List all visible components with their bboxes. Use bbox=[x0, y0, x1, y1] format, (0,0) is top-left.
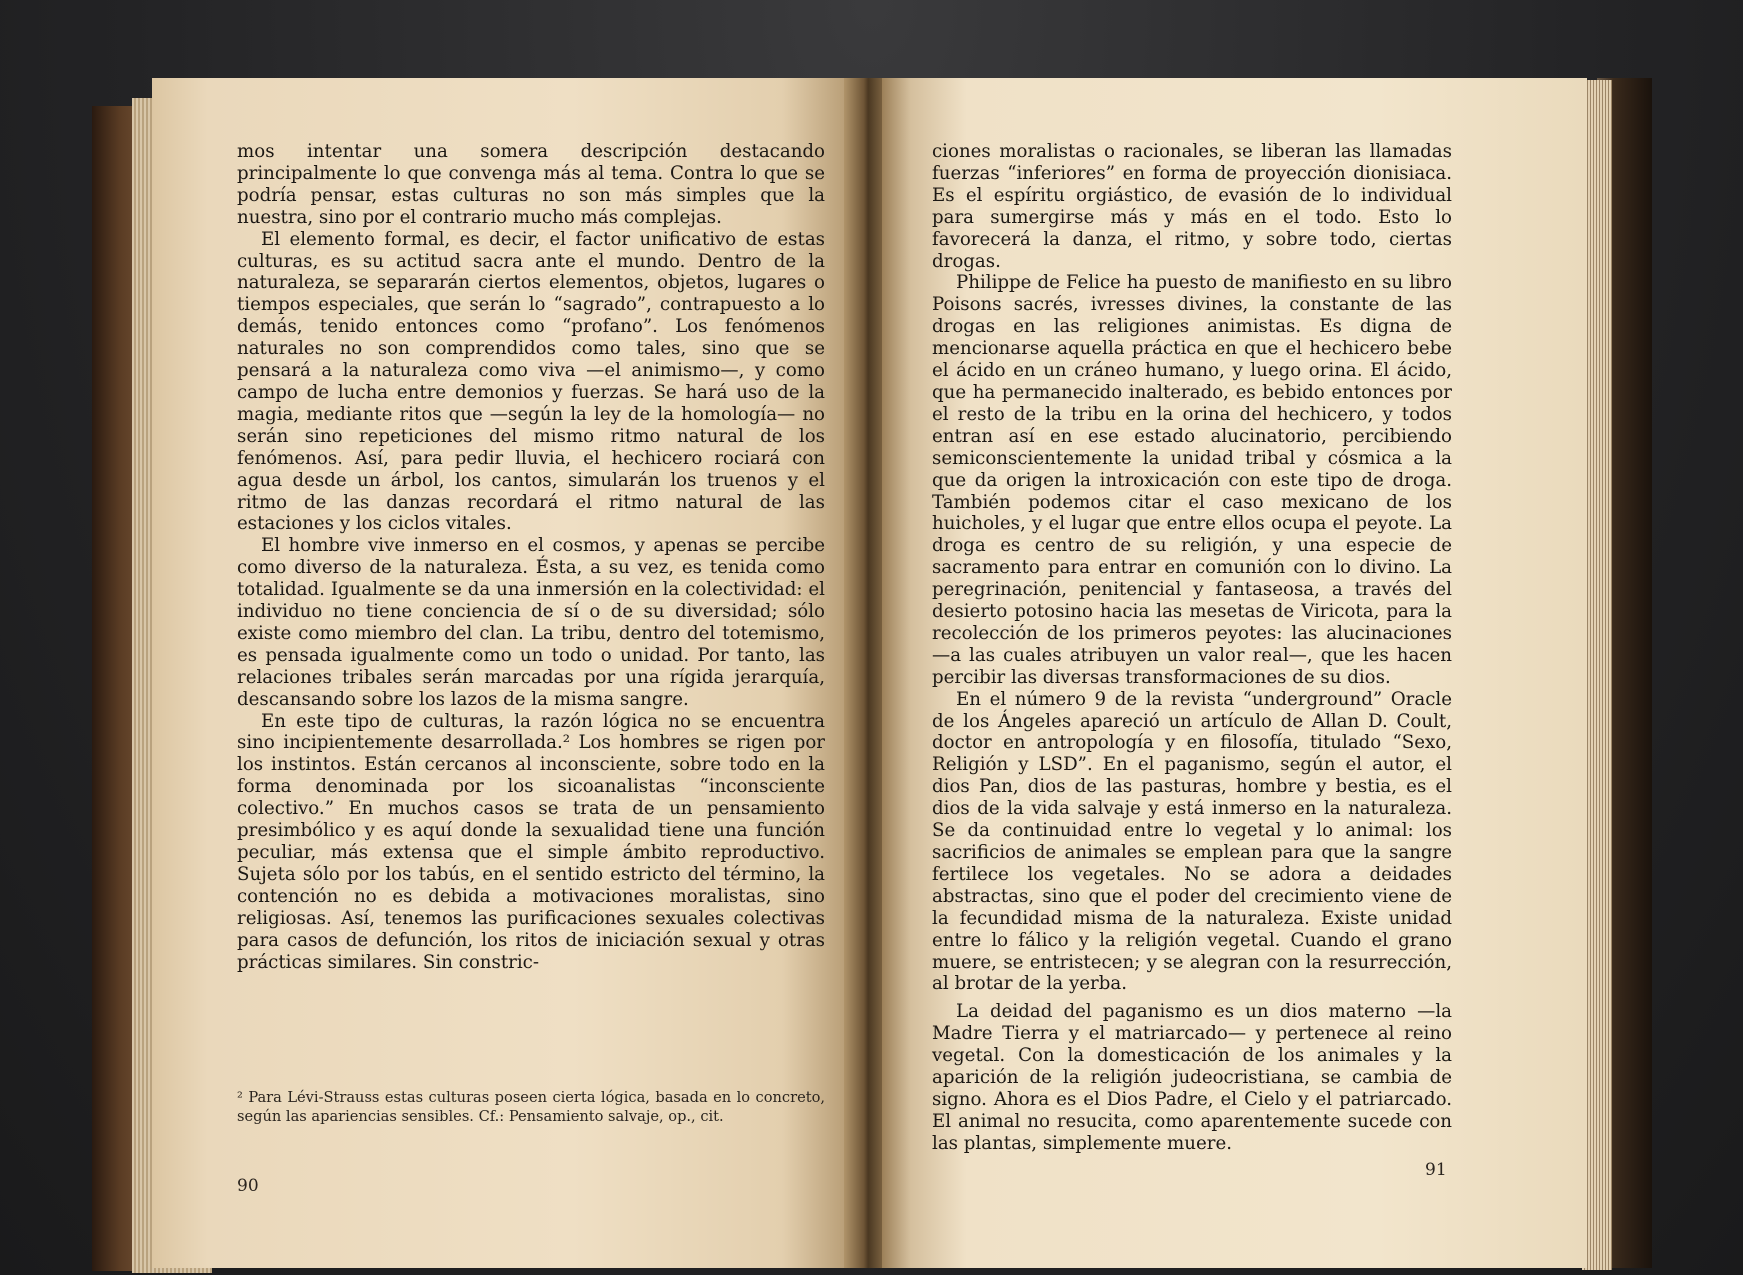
paragraph: El hombre vive inmerso en el cosmos, y apenas se percibe como diverso de la naturaleza. Ésta, a su vez, es tenida como totalidad. Igualmente se da una inmersión en la colectividad: el individuo no tiene conciencia de sí o de su diversidad; sólo existe como miembro del clan. La tribu, dentro del totemismo, es pensada igualmente como un todo o unidad. Por tanto, las relaciones tribales serán marcadas por una rígida jerarquía, descansando sobre los lazos de la misma sangre. bbox=[237, 535, 825, 710]
open-book bbox=[92, 78, 1652, 1268]
paragraph: En este tipo de culturas, la razón lógica no se encuentra sino incipientemente desarrollada.² Los hombres se rigen por los instintos. Están cercanos al inconsciente, sobre todo en la forma denominada por los sicoanalistas “inconsciente colectivo.” En muchos casos se trata de un pensamiento presimbólico y es aquí donde la sexualidad tiene una función peculiar, más extensa que el simple ámbito reproductivo. Sujeta sólo por los tabús, en el sentido estricto del término, la contención no es debida a motivaciones moralistas, sino religiosas. Así, tenemos las purificaciones sexuales colectivas para casos de defunción, los ritos de iniciación sexual y otras prácticas similares. Sin constric- bbox=[237, 710, 825, 973]
paragraph: El elemento formal, es decir, el factor unificativo de estas culturas, es su actitud sacra ante el mundo. Dentro de la naturaleza, se separarán ciertos elementos, objetos, lugares o tiempos especiales, que serán lo “sagrado”, contrapuesto a lo demás, tenido entonces como “profano”. Los fenómenos naturales no son comprendidos como tales, sino que se pensará a la naturaleza como viva —el animismo—, y como campo de lucha entre demonios y fuerzas. Se hará uso de la magia, mediante ritos que —según la ley de la homología— no serán sino repeticiones del mismo ritmo natural de los fenómenos. Así, para pedir lluvia, el hechicero rociará con agua desde un árbol, los cantos, simularán los truenos y el ritmo de las danzas recordará el ritmo natural de las estaciones y los ciclos vitales. bbox=[237, 228, 825, 535]
paragraph: La deidad del paganismo es un dios materno —la Madre Tierra y el matriarcado— y pertenece al reino vegetal. Con la domesticación de los animales y la aparición de la religión judeocristiana, se cambia de signo. Ahora es el Dios Padre, el Cielo y el patriarcado. El animal no resucita, como aparentemente sucede con las plantas, simplemente muere. bbox=[932, 1001, 1452, 1154]
paragraph: ciones moralistas o racionales, se liberan las llamadas fuerzas “inferiores” en forma de proyección dionisiaca. Es el espíritu orgiástico, de evasión de lo individual para sumergirse más y más en el todo. Esto lo favorecerá la danza, el ritmo, y sobre todo, ciertas drogas. bbox=[932, 141, 1452, 272]
paragraph: En el número 9 de la revista “underground” Oracle de los Ángeles apareció un artículo de Allan D. Coult, doctor en antropología y en filosofía, titulado “Sexo, Religión y LSD”. En el paganismo, según el autor, el dios Pan, dios de las pasturas, hombre y bestia, es el dios de la vida salvaje y está inmerso en la naturaleza. Se da continuidad entre lo vegetal y lo animal: los sacrificios de animales se emplean para que la sangre fertilece los vegetales. No se adora a deidades abstractas, sino que el poder del crecimiento viene de la fecundidad misma de la naturaleza. Existe unidad entre lo fálico y la religión vegetal. Cuando el grano muere, se entristecen; y se alegran con la resurrección, al brotar de la yerba. bbox=[932, 688, 1452, 995]
right-page-body bbox=[932, 141, 1452, 1155]
right-page bbox=[882, 78, 1587, 1268]
footnote: ² Para Lévi-Strauss estas culturas poseen cierta lógica, basada en lo concreto, según las apariencias sensibles. Cf.: Pensamiento salvaje, op., cit. bbox=[237, 1089, 825, 1125]
paragraph: mos intentar una somera descripción destacando principalmente lo que convenga más al tema. Contra lo que se podría pensar, estas culturas no son más simples que la nuestra, sino por el contrario mucho más complejas. bbox=[237, 141, 825, 228]
left-page bbox=[152, 78, 852, 1268]
page-number: 91 bbox=[1425, 1160, 1447, 1180]
paragraph: Philippe de Felice ha puesto de manifiesto en su libro Poisons sacrés, ivresses divines, la constante de las drogas en las religiones animistas. Es digna de mencionarse aquella práctica en que el hechicero bebe el ácido en un cráneo humano, y luego orina. El ácido, que ha permanecido inalterado, es bebido entonces por el resto de la tribu en la orina del hechicero, y todos entran así en ese estado alucinatorio, percibiendo semiconscientemente la unidad tribal y cósmica a la que da origen la introxicación con este tipo de droga. También podemos citar el caso mexicano de los huicholes, y el lugar que entre ellos ocupa el peyote. La droga es centro de su religión, y una especie de sacramento para entrar en comunión con lo divino. La peregrinación, penitencial y fantaseosa, a través del desierto potosino hacia las mesetas de Viricota, para la recolección de los primeros peyotes: las alucinaciones —a las cuales atribuyen un valor real—, que les hacen percibir las diversas transformaciones de su dios. bbox=[932, 272, 1452, 688]
left-page-body bbox=[237, 141, 825, 973]
page-number: 90 bbox=[237, 1176, 259, 1196]
